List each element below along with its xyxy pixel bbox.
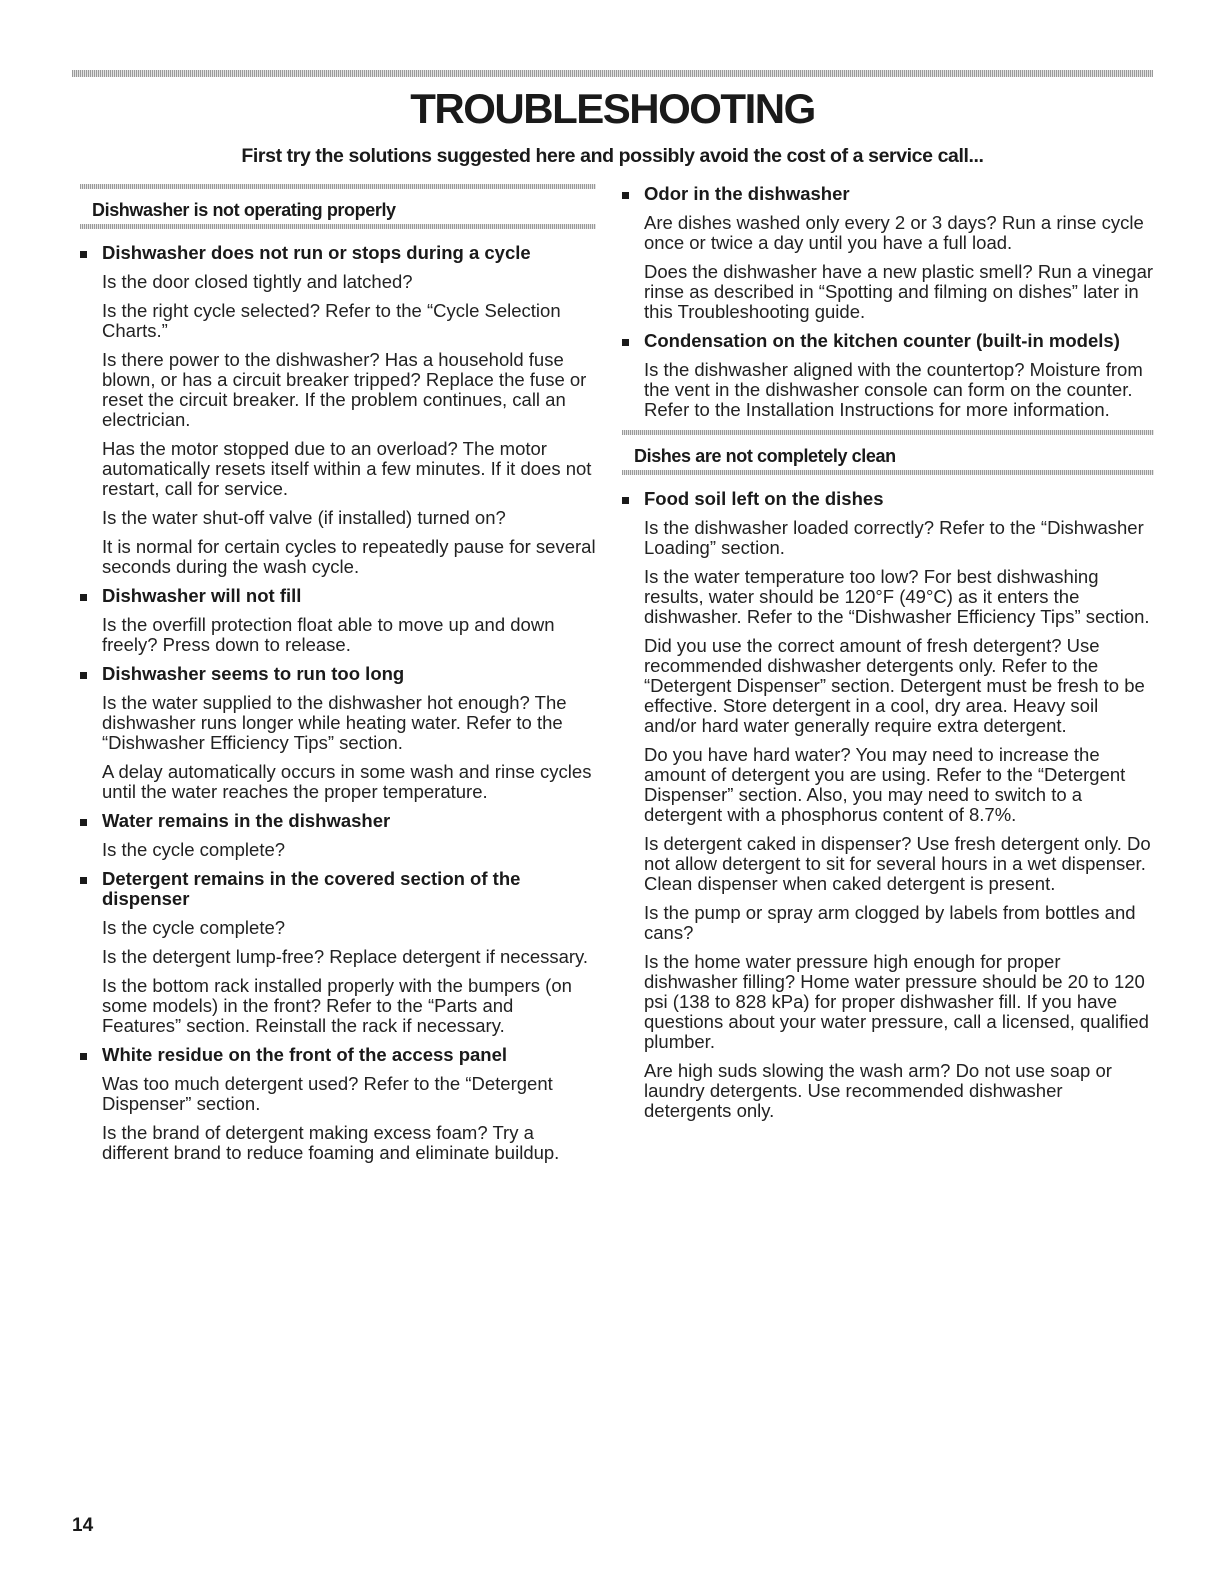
square-bullet-icon <box>622 339 629 346</box>
item-title: Detergent remains in the covered section of the dispenser <box>102 867 521 909</box>
item-paragraph: Are dishes washed only every 2 or 3 days? Run a rinse cycle once or twice a day until you have a full load. <box>644 212 1144 253</box>
item-title: Odor in the dishwasher <box>644 183 850 204</box>
page-subtitle: First try the solutions suggested here and possibly avoid the cost of a service call... <box>241 145 984 167</box>
section-header-not-clean <box>622 430 1154 475</box>
item-title: White residue on the front of the access panel <box>102 1043 508 1065</box>
item-paragraph: Is the detergent lump-free? Replace detergent if necessary. <box>102 945 589 967</box>
troubleshooting-item <box>80 664 596 802</box>
troubleshooting-item <box>622 184 1154 322</box>
item-title: Dishwasher does not run or stops during a cycle <box>102 241 531 263</box>
item-paragraph: Is the cycle complete? <box>102 916 286 938</box>
item-paragraph: Is the water temperature too low? For best dishwashing results, water should be 120°F (49°C) as it enters the dishwasher. Refer to the “Dishwasher Efficiency Tips” section. <box>644 565 1150 627</box>
square-bullet-icon <box>80 877 87 884</box>
item-paragraph: Is detergent caked in dispenser? Use fresh detergent only. Do not allow detergent to sit for several hours in a wet dispenser. Clean dispenser when caked detergent is present. <box>644 832 1151 894</box>
square-bullet-icon <box>80 594 87 601</box>
item-title: Dishwasher seems to run too long <box>102 662 405 684</box>
left-column <box>80 184 596 1172</box>
square-bullet-icon <box>622 192 629 199</box>
square-bullet-icon <box>80 819 87 826</box>
right-column <box>622 184 1154 1130</box>
page-number: 14 <box>72 1515 94 1536</box>
square-bullet-icon <box>622 497 629 504</box>
item-paragraph: Is there power to the dishwasher? Has a household fuse blown, or has a circuit breaker tripped? Replace the fuse or reset the circuit breaker. If the problem continues, call an electrician. <box>102 348 587 430</box>
item-paragraph: Has the motor stopped due to an overload? The motor automatically resets itself within a few minutes. If it does not restart, call for service. <box>102 437 592 499</box>
right-items-bottom <box>622 489 1154 1121</box>
item-paragraph: Is the door closed tightly and latched? <box>102 270 413 292</box>
troubleshooting-item <box>80 243 596 577</box>
troubleshooting-item <box>80 869 596 1036</box>
troubleshooting-item <box>80 1045 596 1163</box>
item-paragraph: Is the pump or spray arm clogged by labels from bottles and cans? <box>644 901 1136 943</box>
troubleshooting-item <box>622 331 1154 420</box>
troubleshooting-item <box>80 586 596 655</box>
item-paragraph: Is the cycle complete? <box>102 838 286 860</box>
item-paragraph: Does the dishwasher have a new plastic smell? Run a vinegar rinse as described in “Spotting and filming on dishes” later in this Troubleshooting guide. <box>644 261 1154 322</box>
item-title: Food soil left on the dishes <box>644 487 884 509</box>
item-paragraph: Is the dishwasher aligned with the countertop? Moisture from the vent in the dishwasher console can form on the counter. Refer to the Installation Instructions for more information. <box>644 359 1143 420</box>
item-paragraph: Is the bottom rack installed properly with the bumpers (on some models) in the front? Refer to the “Parts and Features” section. Reinstall the rack if necessary. <box>102 974 572 1036</box>
section-header-label: Dishes are not completely clean <box>634 446 896 466</box>
left-items <box>80 243 596 1163</box>
item-paragraph: Is the home water pressure high enough for proper dishwasher filling? Home water pressure should be 20 to 120 psi (138 to 828 kPa) for proper dishwasher fill. If you have questions about your water pressure, call a licensed, qualified plumber. <box>644 950 1149 1052</box>
item-paragraph: It is normal for certain cycles to repeatedly pause for several seconds during the wash cycle. <box>102 535 596 577</box>
top-rule <box>72 70 1153 77</box>
item-paragraph: Is the water shut-off valve (if installed) turned on? <box>102 506 506 528</box>
item-paragraph: Is the overfill protection float able to move up and down freely? Press down to release. <box>102 613 555 655</box>
item-paragraph: Is the water supplied to the dishwasher hot enough? The dishwasher runs longer while heating water. Refer to the “Dishwasher Efficiency Tips” section. <box>102 691 567 753</box>
item-title: Dishwasher will not fill <box>102 584 302 606</box>
square-bullet-icon <box>80 251 87 258</box>
section-header-label: Dishwasher is not operating properly <box>92 200 396 220</box>
item-paragraph: Is the right cycle selected? Refer to the “Cycle Selection Charts.” <box>102 299 561 341</box>
item-paragraph: Is the brand of detergent making excess foam? Try a different brand to reduce foaming and eliminate buildup. <box>102 1121 560 1163</box>
troubleshooting-item <box>80 811 596 860</box>
item-title: Water remains in the dishwasher <box>102 809 391 831</box>
item-paragraph: A delay automatically occurs in some wash and rinse cycles until the water reaches the proper temperature. <box>102 760 592 802</box>
item-paragraph: Did you use the correct amount of fresh detergent? Use recommended dishwasher detergents only. Refer to the “Detergent Dispenser” section. Detergent must be fresh to be effective. Store detergent in a cool, dry area. Heavy soil and/or hard water generally require extra detergent. <box>644 634 1145 736</box>
right-items-top <box>622 184 1154 420</box>
item-title: Condensation on the kitchen counter (built-in models) <box>644 330 1120 351</box>
item-paragraph: Was too much detergent used? Refer to the “Detergent Dispenser” section. <box>102 1072 553 1114</box>
square-bullet-icon <box>80 1053 87 1060</box>
item-paragraph: Is the dishwasher loaded correctly? Refer to the “Dishwasher Loading” section. <box>644 516 1144 558</box>
section-rule-bottom <box>80 224 596 229</box>
item-paragraph: Do you have hard water? You may need to increase the amount of detergent you are using. Refer to the “Detergent Dispenser” section. Also, you may need to switch to a detergent with a phosphorus content of 8.7%. <box>644 743 1126 825</box>
square-bullet-icon <box>80 672 87 679</box>
section-header-not-operating <box>80 184 596 229</box>
section-rule-bottom <box>622 470 1154 475</box>
page-title: TROUBLESHOOTING <box>410 85 815 132</box>
item-paragraph: Are high suds slowing the wash arm? Do not use soap or laundry detergents. Use recommended dishwasher detergents only. <box>644 1059 1112 1121</box>
troubleshooting-item <box>622 489 1154 1121</box>
